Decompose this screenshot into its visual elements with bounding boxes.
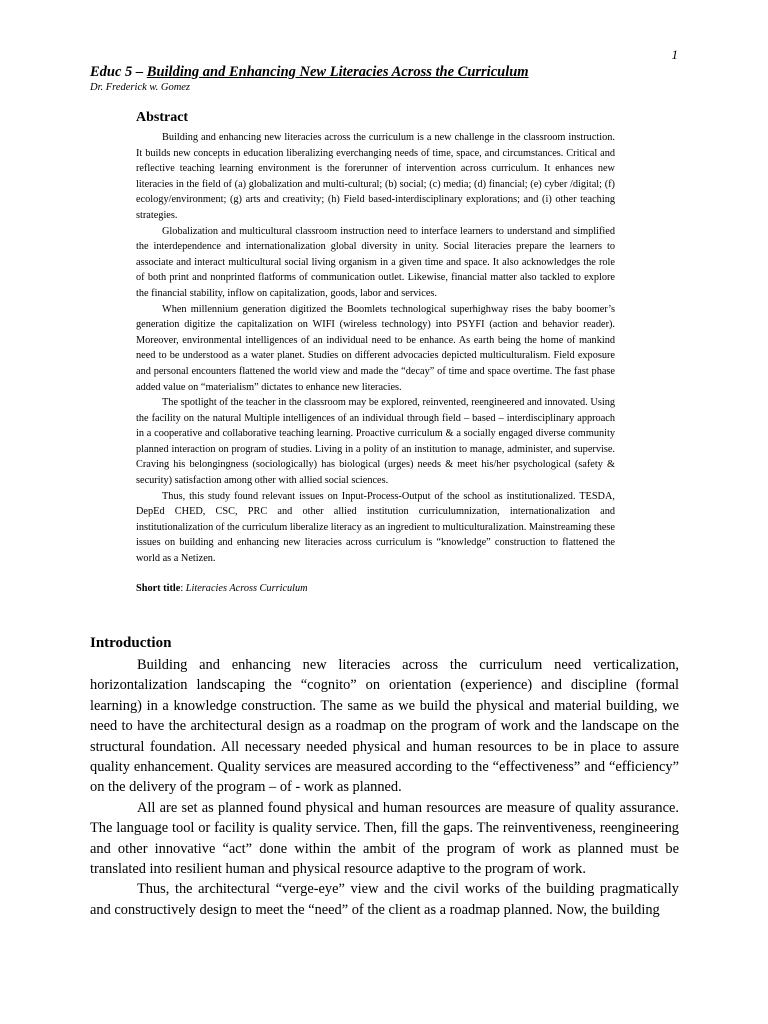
abstract-paragraph: When millennium generation digitized the Boomlets technological superhighway rises the baby boomer’s generation digitize the capitalization on WIFI (wireless technology) into PSYFI (action and behavior reader). Moreover, environmental intelligences of an individual need to be enhance. As earth being the home of mankind need to be understood as a water planet. Studies on different advocacies depicted multiculturalism. Field exposure and personal encounters flattened the world view and made the “decay” of time and space overtime. The fast phase added value on “materialism” dictates to enhance new literacies. [136, 303, 615, 393]
introduction-section [90, 635, 679, 920]
page-number: 1 [671, 47, 678, 62]
introduction-paragraph: Thus, the architectural “verge-eye” view and the civil works of the building pragmatically and constructively design to meet the “need” of the client as a roadmap planned. Now, the building [90, 881, 679, 918]
short-title-label: Short title [136, 582, 181, 594]
short-title-value: Literacies Across Curriculum [185, 582, 308, 594]
abstract-paragraph: Building and enhancing new literacies across the curriculum is a new challenge in the classroom instruction. It builds new concepts in education liberalizing everchanging needs of time, space, and circumstances. Critical and reflective teaching learning environment is the forerunner of intervention across curriculum. It enhances new literacies in the field of (a) globalization and multi-cultural; (b) social; (c) media; (d) financial; (e) cyber /digital; (f) ecology/environment; (g) arts and creativity; (h) Field based-interdisciplinary explorations; and (i) other teaching strategies. [136, 132, 615, 221]
abstract-paragraph: Globalization and multicultural classroom instruction need to interface learners to understand and simplified the interdependence and internationalization global diversity in unity. Social literacies prepare the learners to associate and interact multicultural social living organism in a given time and space. It also acknowledges the role of both print and nonprinted flatforms of communication outlet. Likewise, financial matter also tackled to explore the financial stability, inflow on capitalization, goods, labor and services. [136, 225, 615, 299]
short-title-separator: : [180, 582, 186, 594]
course-code: Educ 5 – [90, 64, 147, 80]
short-title [136, 583, 615, 594]
abstract-heading: Abstract [136, 110, 189, 125]
abstract-paragraph: The spotlight of the teacher in the classroom may be explored, reinvented, reengineered and innovated. Using the facility on the natural Multiple intelligences of an individual through field – based – interdisciplinary approach in a cooperative and collaborative teaching learning. Proactive curriculum & a socially engaged diverse community planned interaction on program of studies. Living in a polity of an institution to manage, administer, and supervise. Craving his belongingness (sociologically) has biological (urges) needs & meet his/her psychological (safety & security) satisfaction among other with allied social sciences. [136, 397, 615, 487]
abstract-paragraph: Thus, this study found relevant issues on Input-Process-Output of the school as institutionalized. TESDA, DepEd CHED, CSC, PRC and other allied institution curriculumnization, internationalization and institutionalization of the curriculum liberalize literacy as an ingredient to multiculturalization. Mainstreaming these issues on building and enhancing new literacies across curriculum is “knowledge” construction to flattened the world as a Netizen. [136, 490, 615, 565]
document-title [90, 64, 529, 81]
title-main: Building and Enhancing New Literacies Across the Curriculum [146, 64, 529, 80]
introduction-paragraph: All are set as planned found physical and human resources are measure of quality assurance. The language tool or facility is quality service. Then, fill the gaps. The reinventiveness, reengineering and other innovative “act” done within the ambit of the program of work as planned must be translated into resilient human and physical resource adaptive to the program of work. [90, 799, 679, 878]
author-line: Dr. Frederick w. Gomez [90, 82, 191, 93]
introduction-paragraph: Building and enhancing new literacies across the curriculum need verticalization, horizontalization landscaping the “cognito” on orientation (experience) and discipline (formal learning) in a knowledge construction. The same as we build the physical and material building, we need to have the architectural design as a roadmap on the program of work and the landscape on the structural foundation. All necessary needed physical and human resources to be in place to assure quality enhancement. Quality services are measured according to the “effectiveness” and “efficiency” on the delivery of the program – of - work as planned. [90, 657, 679, 796]
abstract-section [136, 110, 615, 594]
introduction-heading: Introduction [90, 635, 172, 651]
